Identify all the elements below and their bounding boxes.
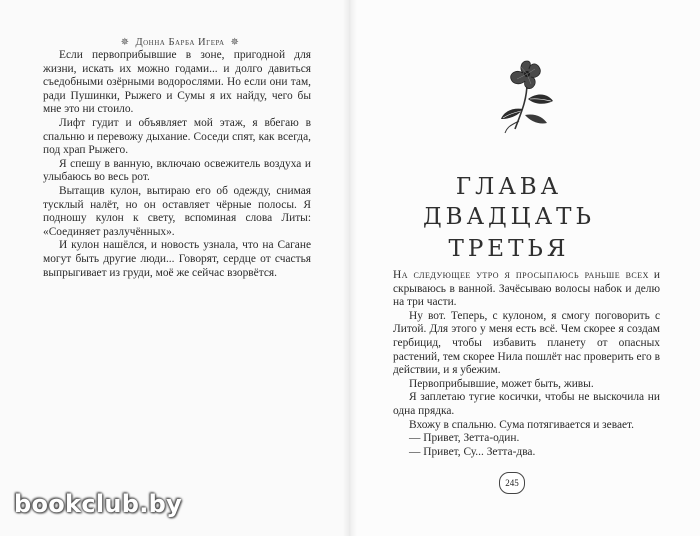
lead-rest: и скрываюсь в ванной. Зачёсываю волосы набок и делю на три части. <box>393 269 660 309</box>
lead-smallcaps: На следующее утро я просыпаюсь раньше всех <box>393 269 649 281</box>
flower-ornament-icon <box>497 55 557 135</box>
watermark-logo: bookclub.by <box>14 490 183 518</box>
ornament-star-icon: ✵ <box>230 37 240 48</box>
chapter-title-line-2: ТРЕТЬЯ <box>448 236 570 262</box>
lead-paragraph <box>393 269 660 310</box>
book-gutter <box>343 0 357 536</box>
paragraph: И кулон нашёлся, и новость узнала, что на Сагане могут быть другие люди... Говорят, сердце от счастья выпрыгивает из груди, моё же сейчас взорвётся. <box>43 239 311 279</box>
paragraph: Я заплетаю тугие косички, чтобы не выскочила ни одна прядка. <box>393 391 660 417</box>
paragraph: Я спешу в ванную, включаю освежитель воздуха и улыбаюсь во весь рот. <box>43 157 311 184</box>
running-head-title: Донна Барба Игера <box>135 37 225 48</box>
chapter-title-line-1: ГЛАВА ДВАДЦАТЬ <box>422 174 596 230</box>
paragraph: Лифт гудит и объявляет мой этаж, я вбегаю в спальню и перевожу дыхание. Соседи спят, как всегда, под храп Рыжего. <box>43 116 311 157</box>
running-head <box>105 37 255 48</box>
right-page-text <box>393 269 660 459</box>
chapter-title <box>395 172 623 264</box>
paragraph: Первоприбывшие, может быть, живы. <box>409 377 594 390</box>
paragraph: Ну вот. Теперь, с кулоном, я смогу поговорить с Литой. Для этого у меня есть всё. Чем скорее я создам гербицид, чтобы избавить планету от опасных растений, тем скорее Нила пошлёт нас проверить его в действии, и я убежим. <box>393 309 660 377</box>
page-number: 245 <box>499 472 525 494</box>
paragraph: Вхожу в спальню. Сума потягивается и зевает. <box>409 418 635 431</box>
paragraph: Если первоприбывшие в зоне, пригодной для жизни, искать их можно годами... и долго давиться съедобными озёрными водорослями. Но если они там, ради Пушинки, Рыжего и Сумы я их найду, чего бы мне это ни стоило. <box>43 49 311 116</box>
left-page-text <box>43 49 311 280</box>
ornament-star-icon: ✵ <box>120 37 130 48</box>
dialogue-line: — Привет, Су... Зетта-два. <box>409 445 536 458</box>
dialogue-line: — Привет, Зетта-один. <box>409 432 520 445</box>
paragraph: Вытащив кулон, вытираю его об одежду, снимая тусклый налёт, но он оставляет чёрные полосы. Я подношу кулон к свету, вспоминая слова Литы: «Соединяет разлучённых». <box>43 184 311 238</box>
